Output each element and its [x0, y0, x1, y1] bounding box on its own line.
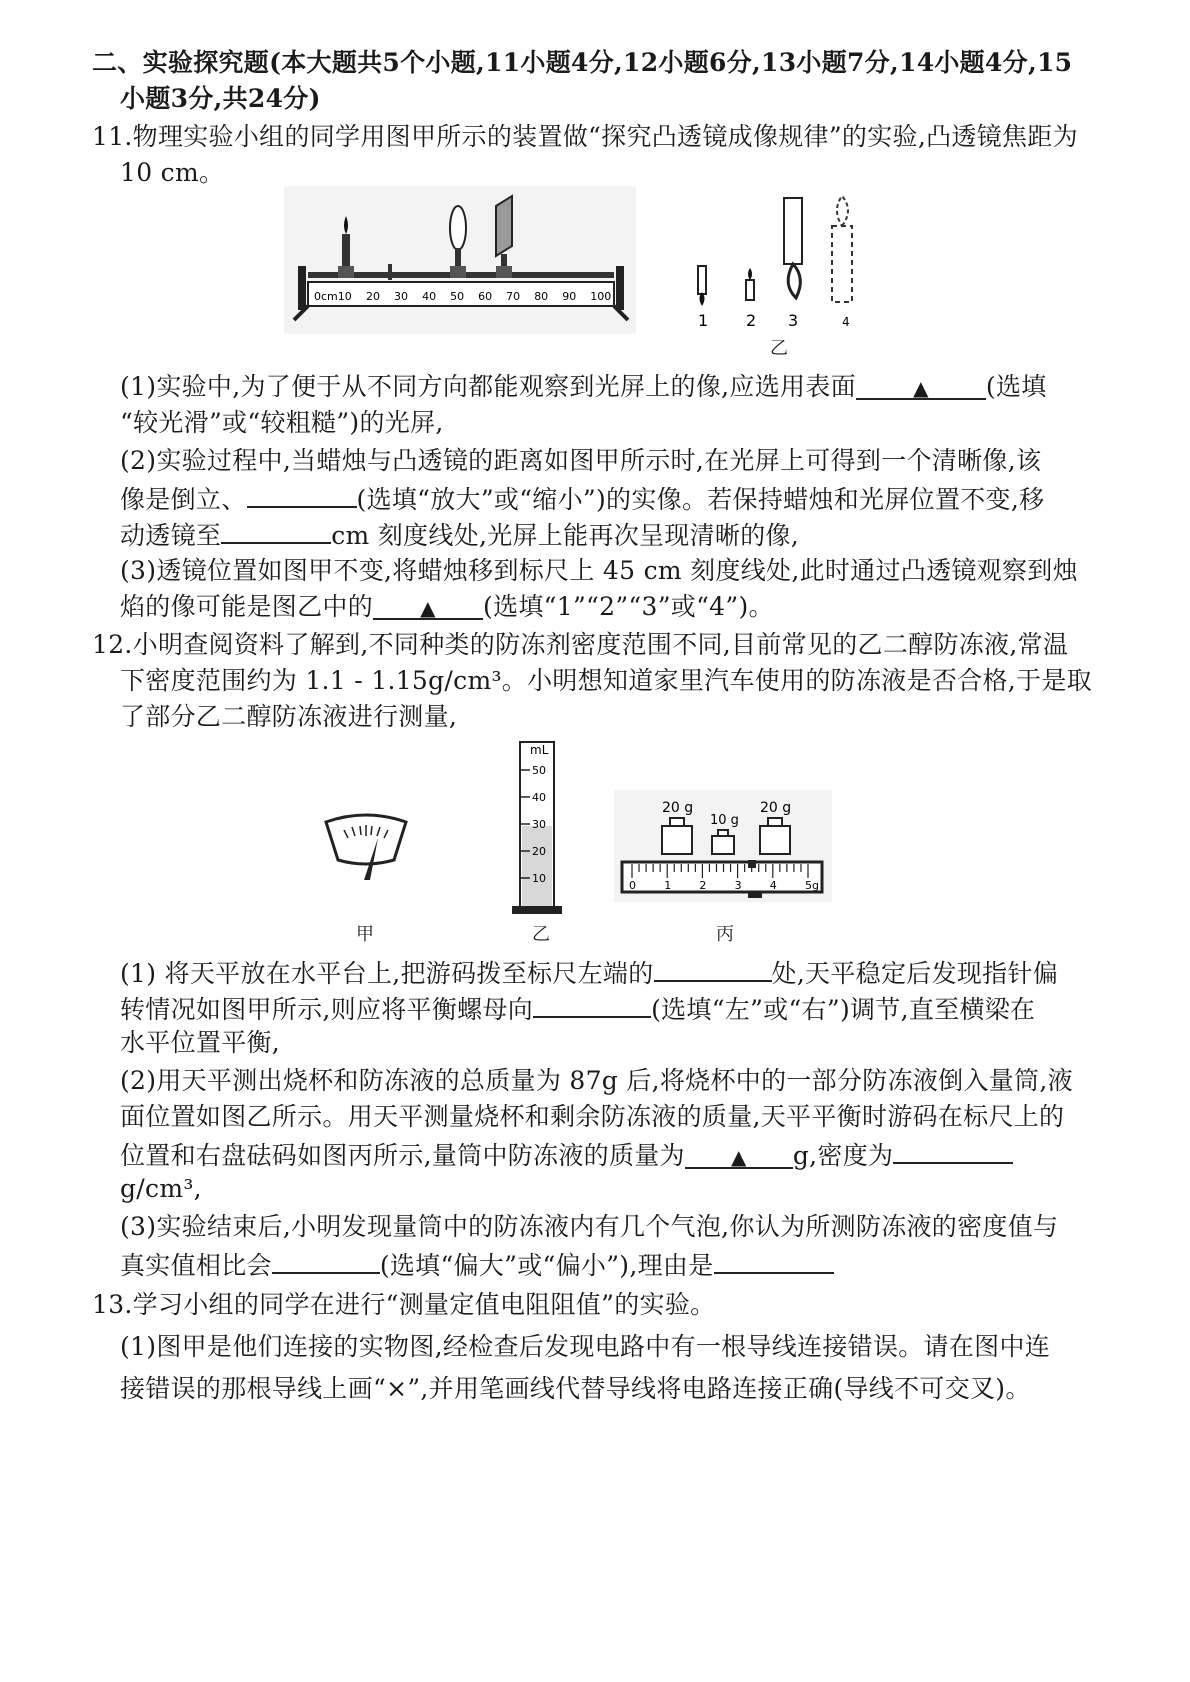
q11-part3-line2 — [120, 590, 774, 624]
q12-part3-text: 真实值相比会 — [120, 1251, 272, 1280]
q11-part2-hint: (选填“放大”或“缩小”)的实像。若保持蜡烛和光屏位置不变,移 — [356, 485, 1045, 514]
candle-image-4 — [832, 226, 852, 302]
candle-label-3: 3 — [788, 311, 799, 330]
cylinder-liquid — [522, 826, 552, 906]
q12-part3-answer-blank-1[interactable] — [272, 1246, 380, 1274]
q12-intro-line3: 了部分乙二醇防冻液进行测量, — [120, 702, 458, 731]
q12-part1-line1 — [120, 954, 1058, 991]
balance-pointer-figure — [316, 808, 416, 888]
dial-face — [326, 815, 406, 864]
q11-part1-line2: “较光滑”或“较粗糙”)的光屏, — [120, 408, 444, 437]
section-heading-cont: 小题3分,共24分) — [120, 84, 321, 113]
q12-intro-line1: 12.小明查阅资料了解到,不同种类的防冻剂密度范围不同,目前常见的乙二醇防冻液,常温 — [92, 630, 1069, 659]
candle-image-2-flame — [748, 268, 752, 280]
q12-part1-line2 — [120, 990, 1035, 1027]
bench-tick-label: 40 — [422, 290, 437, 303]
rider-top — [748, 860, 756, 868]
q11-part1-answer-blank[interactable] — [856, 372, 986, 400]
q11-part3-hint: (选填“1”“2”“3”或“4”)。 — [483, 592, 774, 621]
candle-label-1: 1 — [698, 311, 709, 330]
rider-tick-label: 5g — [805, 879, 819, 892]
answer-mark: ▲ — [731, 1145, 747, 1169]
q11-part2-text-3: cm 刻度线处,光屏上能再次呈现清晰的像, — [331, 521, 800, 550]
bench-tick-label: 0cm10 — [314, 290, 352, 303]
q12-part2-line2: 面位置如图乙所示。用天平测量烧杯和剩余防冻液的质量,天平平衡时游码在标尺上的 — [120, 1102, 1065, 1131]
q11-part2-answer-blank-2[interactable] — [221, 516, 331, 544]
q13-part1-line2: 接错误的那根导线上画“×”,并用笔画线代替导线将电路连接正确(导线不可交叉)。 — [120, 1374, 1031, 1403]
q12-part1-hint: (选填“左”或“右”)调节,直至横梁在 — [651, 995, 1036, 1024]
bench-tick-label: 90 — [562, 290, 577, 303]
q11-part2-answer-blank-1[interactable] — [247, 480, 357, 508]
bench-post-left — [298, 266, 306, 310]
weight-knob-1 — [670, 818, 684, 826]
q11-part2-line2 — [120, 480, 1044, 517]
q12-part3-answer-blank-2[interactable] — [714, 1246, 834, 1274]
cylinder-tick-label: 30 — [532, 818, 546, 831]
candle-image-1 — [698, 266, 706, 294]
bench-marker — [388, 264, 392, 280]
candle-label-2: 2 — [746, 311, 757, 330]
bench-tick-label: 50 — [450, 290, 465, 303]
candle-image-4-flame — [837, 196, 848, 226]
q12-part2-line4: g/cm³, — [120, 1174, 202, 1203]
q11-part2-line3 — [120, 516, 799, 553]
caption-jia: 甲 — [356, 924, 375, 945]
bench-tick-label: 20 — [366, 290, 381, 303]
rider-tick-label: 1 — [664, 879, 672, 892]
answer-mark: ▲ — [913, 376, 929, 400]
cylinder-tick-label: 10 — [532, 872, 546, 885]
cylinder-tick-label: 40 — [532, 791, 546, 804]
q12-part1-answer-blank-1[interactable] — [654, 954, 772, 982]
candle-holder — [338, 266, 354, 278]
rider-bottom — [748, 892, 762, 898]
answer-mark: ▲ — [420, 596, 436, 620]
q12-part2-answer-blank-2[interactable] — [893, 1136, 1013, 1164]
q12-intro-line2: 下密度范围约为 1.1 - 1.15g/cm³。小明想知道家里汽车使用的防冻液是否合格,于是取 — [120, 666, 1092, 695]
lens-stand — [455, 248, 461, 268]
candle-label-4: 4 — [842, 315, 850, 329]
screen-holder — [496, 266, 512, 278]
q11-part1-text: (1)实验中,为了便于从不同方向都能观察到光屏上的像,应选用表面 — [120, 372, 856, 401]
figure-caption-yi: 乙 — [770, 338, 789, 359]
rider-tick-label: 0 — [629, 879, 636, 892]
screen-stand — [501, 254, 507, 268]
weight-label-1: 20 g — [662, 800, 694, 816]
q12-part3-line1: (3)实验结束后,小明发现量筒中的防冻液内有几个气泡,你认为所测防冻液的密度值与 — [120, 1212, 1059, 1241]
q12-part1-text-3: 转情况如图甲所示,则应将平衡螺母向 — [120, 995, 534, 1024]
weight-label-2: 10 g — [710, 813, 739, 828]
q12-part2-text: 位置和右盘砝码如图丙所示,量筒中防冻液的质量为 — [120, 1141, 685, 1170]
q13-intro: 13.学习小组的同学在进行“测量定值电阻阻值”的实验。 — [92, 1290, 716, 1319]
section-heading: 二、实验探究题(本大题共5个小题,11小题4分,12小题6分,13小题7分,14小题4分,15 — [92, 48, 1073, 77]
weight-knob-3 — [768, 818, 782, 826]
weight-3 — [760, 826, 790, 854]
cylinder-base — [512, 906, 562, 914]
q12-part2-answer-blank-1[interactable] — [685, 1141, 793, 1169]
candle-image-3-flame — [788, 264, 800, 298]
rider-scale — [622, 862, 822, 892]
lens-holder — [450, 266, 466, 278]
caption-yi: 乙 — [532, 924, 551, 945]
q12-part1-text-2: 处,天平稳定后发现指针偏 — [771, 959, 1059, 988]
cylinder-unit: mL — [530, 743, 549, 757]
candle-image-3 — [784, 198, 802, 264]
bench-post-right — [616, 266, 624, 310]
convex-lens — [450, 206, 466, 250]
rider-tick-label: 2 — [699, 879, 707, 892]
optical-bench-figure — [284, 186, 636, 334]
q12-part3-hint: (选填“偏大”或“偏小”),理由是 — [379, 1251, 714, 1280]
q12-part3-line2 — [120, 1246, 834, 1283]
q12-part2-text-2: g,密度为 — [792, 1141, 894, 1170]
cylinder-tick-label: 50 — [532, 764, 546, 777]
q11-intro-line2: 10 cm。 — [120, 158, 225, 187]
weight-1 — [662, 826, 692, 854]
bench-tick-label: 80 — [534, 290, 549, 303]
q11-part3-line1: (3)透镜位置如图甲不变,将蜡烛移到标尺上 45 cm 刻度线处,此时通过凸透镜观察到烛 — [120, 556, 1078, 585]
light-screen — [496, 196, 512, 256]
graduated-cylinder-figure — [508, 738, 568, 916]
q12-part2-line1: (2)用天平测出烧杯和防冻液的总质量为 87g 后,将烧杯中的一部分防冻液倒入量筒,液 — [120, 1066, 1073, 1095]
bench-tick-label: 70 — [506, 290, 521, 303]
bench-tick-label: 30 — [394, 290, 409, 303]
q13-part1-line1: (1)图甲是他们连接的实物图,经检查后发现电路中有一根导线连接错误。请在图中连 — [120, 1332, 1051, 1361]
weight-2 — [712, 836, 734, 854]
weight-label-3: 20 g — [760, 800, 792, 816]
q11-part3-text: 焰的像可能是图乙中的 — [120, 592, 374, 621]
q11-part2-text: 像是倒立、 — [120, 485, 247, 514]
q11-part2-text-2: 动透镜至 — [120, 521, 222, 550]
rider-tick-label: 3 — [734, 879, 742, 892]
q12-part1-text: (1) 将天平放在水平台上,把游码拨至标尺左端的 — [120, 959, 654, 988]
q12-part1-answer-blank-2[interactable] — [533, 990, 651, 1018]
rider-tick-label: 4 — [769, 879, 777, 892]
caption-bing: 丙 — [716, 924, 735, 945]
q11-part3-answer-blank[interactable] — [373, 592, 483, 620]
cylinder-tick-label: 20 — [532, 845, 546, 858]
bench-tick-label: 100 — [590, 290, 612, 303]
q11-intro-line1: 11.物理实验小组的同学用图甲所示的装置做“探究凸透镜成像规律”的实验,凸透镜焦距为 — [92, 122, 1078, 151]
q11-part2-line1: (2)实验过程中,当蜡烛与凸透镜的距离如图甲所示时,在光屏上可得到一个清晰像,该 — [120, 446, 1042, 475]
bench-tick-label: 60 — [478, 290, 493, 303]
candle-image-2 — [746, 280, 754, 300]
q11-part1-hint: (选填 — [985, 372, 1047, 401]
q12-part1-line3: 水平位置平衡, — [120, 1028, 281, 1057]
q12-part2-line3 — [120, 1136, 1013, 1173]
weights-scale-figure — [614, 790, 832, 902]
q11-part1-line1 — [120, 370, 1047, 404]
